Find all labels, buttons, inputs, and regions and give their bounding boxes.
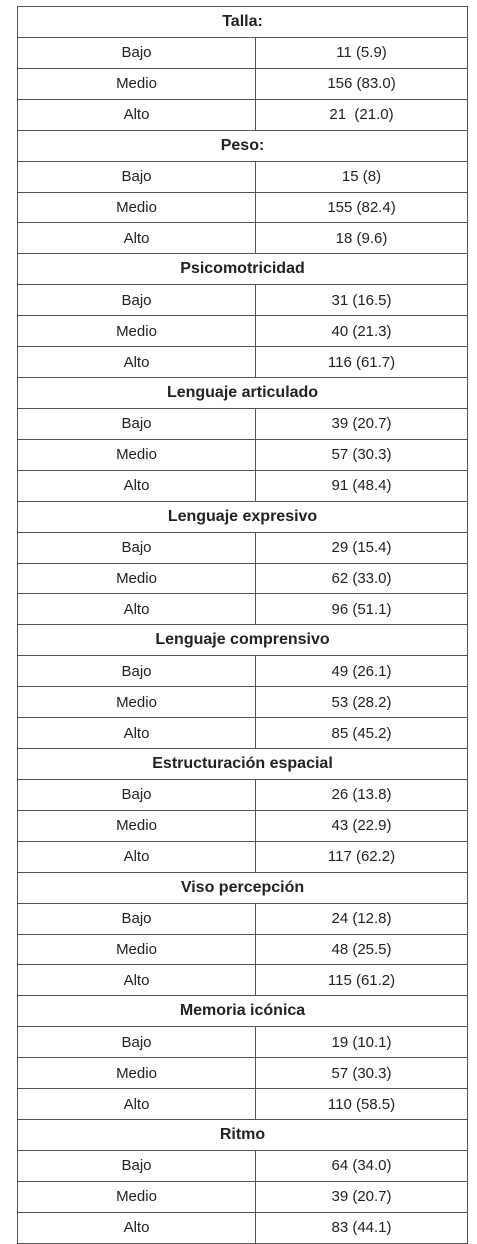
table-row bbox=[18, 1089, 468, 1120]
table-row bbox=[18, 1027, 468, 1058]
level-label-cell: Bajo bbox=[18, 903, 256, 934]
section-title: Lenguaje expresivo bbox=[18, 501, 468, 532]
table-row bbox=[18, 841, 468, 872]
level-label-cell: Bajo bbox=[18, 1151, 256, 1182]
section-header-row bbox=[18, 1120, 468, 1151]
level-label-cell: Medio bbox=[18, 810, 256, 841]
table-row bbox=[18, 780, 468, 811]
section-title: Psicomotricidad bbox=[18, 254, 468, 285]
level-label-cell: Bajo bbox=[18, 532, 256, 563]
count-percent-cell: 96 (51.1) bbox=[256, 594, 468, 625]
count-percent-cell: 53 (28.2) bbox=[256, 687, 468, 718]
count-percent-cell: 29 (15.4) bbox=[256, 532, 468, 563]
section-header-row bbox=[18, 378, 468, 409]
table-row bbox=[18, 68, 468, 99]
section-header-row bbox=[18, 749, 468, 780]
section-title: Memoria icónica bbox=[18, 996, 468, 1027]
table-row bbox=[18, 316, 468, 347]
section-header-row bbox=[18, 501, 468, 532]
count-percent-cell: 18 (9.6) bbox=[256, 223, 468, 254]
level-label-cell: Medio bbox=[18, 1181, 256, 1212]
section-title: Talla: bbox=[18, 7, 468, 38]
results-table bbox=[17, 6, 468, 1244]
count-percent-cell: 39 (20.7) bbox=[256, 409, 468, 440]
table-row bbox=[18, 470, 468, 501]
level-label-cell: Bajo bbox=[18, 38, 256, 69]
table-row bbox=[18, 687, 468, 718]
table-row bbox=[18, 409, 468, 440]
table-row bbox=[18, 223, 468, 254]
table-row bbox=[18, 965, 468, 996]
count-percent-cell: 83 (44.1) bbox=[256, 1212, 468, 1243]
results-table-body bbox=[18, 7, 468, 1244]
level-label-cell: Medio bbox=[18, 934, 256, 965]
count-percent-cell: 31 (16.5) bbox=[256, 285, 468, 316]
count-percent-cell: 156 (83.0) bbox=[256, 68, 468, 99]
count-percent-cell: 62 (33.0) bbox=[256, 563, 468, 594]
table-row bbox=[18, 38, 468, 69]
section-title: Viso percepción bbox=[18, 872, 468, 903]
level-label-cell: Medio bbox=[18, 316, 256, 347]
table-row bbox=[18, 285, 468, 316]
table-row bbox=[18, 532, 468, 563]
count-percent-cell: 40 (21.3) bbox=[256, 316, 468, 347]
count-percent-cell: 116 (61.7) bbox=[256, 347, 468, 378]
count-percent-cell: 115 (61.2) bbox=[256, 965, 468, 996]
section-header-row bbox=[18, 254, 468, 285]
table-row bbox=[18, 1058, 468, 1089]
table-row bbox=[18, 439, 468, 470]
level-label-cell: Alto bbox=[18, 965, 256, 996]
level-label-cell: Alto bbox=[18, 470, 256, 501]
count-percent-cell: 91 (48.4) bbox=[256, 470, 468, 501]
section-header-row bbox=[18, 625, 468, 656]
count-percent-cell: 49 (26.1) bbox=[256, 656, 468, 687]
section-title: Peso: bbox=[18, 130, 468, 161]
table-row bbox=[18, 934, 468, 965]
table-row bbox=[18, 656, 468, 687]
count-percent-cell: 15 (8) bbox=[256, 161, 468, 192]
table-row bbox=[18, 99, 468, 130]
table-row bbox=[18, 1181, 468, 1212]
count-percent-cell: 24 (12.8) bbox=[256, 903, 468, 934]
section-title: Lenguaje articulado bbox=[18, 378, 468, 409]
level-label-cell: Medio bbox=[18, 1058, 256, 1089]
count-percent-cell: 117 (62.2) bbox=[256, 841, 468, 872]
level-label-cell: Bajo bbox=[18, 1027, 256, 1058]
table-row bbox=[18, 347, 468, 378]
count-percent-cell: 85 (45.2) bbox=[256, 718, 468, 749]
section-title: Lenguaje comprensivo bbox=[18, 625, 468, 656]
level-label-cell: Alto bbox=[18, 718, 256, 749]
table-row bbox=[18, 903, 468, 934]
level-label-cell: Medio bbox=[18, 68, 256, 99]
count-percent-cell: 43 (22.9) bbox=[256, 810, 468, 841]
level-label-cell: Medio bbox=[18, 563, 256, 594]
level-label-cell: Bajo bbox=[18, 161, 256, 192]
level-label-cell: Medio bbox=[18, 192, 256, 223]
level-label-cell: Alto bbox=[18, 841, 256, 872]
count-percent-cell: 155 (82.4) bbox=[256, 192, 468, 223]
level-label-cell: Alto bbox=[18, 1089, 256, 1120]
count-percent-cell: 57 (30.3) bbox=[256, 1058, 468, 1089]
level-label-cell: Bajo bbox=[18, 780, 256, 811]
level-label-cell: Alto bbox=[18, 1212, 256, 1243]
level-label-cell: Medio bbox=[18, 687, 256, 718]
count-percent-cell: 39 (20.7) bbox=[256, 1181, 468, 1212]
level-label-cell: Medio bbox=[18, 439, 256, 470]
table-row bbox=[18, 810, 468, 841]
level-label-cell: Bajo bbox=[18, 285, 256, 316]
level-label-cell: Bajo bbox=[18, 656, 256, 687]
section-header-row bbox=[18, 872, 468, 903]
count-percent-cell: 48 (25.5) bbox=[256, 934, 468, 965]
table-row bbox=[18, 594, 468, 625]
table-row bbox=[18, 161, 468, 192]
table-row bbox=[18, 563, 468, 594]
section-header-row bbox=[18, 130, 468, 161]
table-row bbox=[18, 718, 468, 749]
count-percent-cell: 64 (34.0) bbox=[256, 1151, 468, 1182]
level-label-cell: Alto bbox=[18, 223, 256, 254]
section-header-row bbox=[18, 7, 468, 38]
section-title: Estructuración espacial bbox=[18, 749, 468, 780]
count-percent-cell: 57 (30.3) bbox=[256, 439, 468, 470]
count-percent-cell: 11 (5.9) bbox=[256, 38, 468, 69]
count-percent-cell: 110 (58.5) bbox=[256, 1089, 468, 1120]
level-label-cell: Alto bbox=[18, 99, 256, 130]
level-label-cell: Alto bbox=[18, 347, 256, 378]
section-title: Ritmo bbox=[18, 1120, 468, 1151]
count-percent-cell: 21 (21.0) bbox=[256, 99, 468, 130]
table-row bbox=[18, 1212, 468, 1243]
results-table-container bbox=[17, 6, 467, 1244]
level-label-cell: Alto bbox=[18, 594, 256, 625]
level-label-cell: Bajo bbox=[18, 409, 256, 440]
section-header-row bbox=[18, 996, 468, 1027]
count-percent-cell: 19 (10.1) bbox=[256, 1027, 468, 1058]
table-row bbox=[18, 192, 468, 223]
count-percent-cell: 26 (13.8) bbox=[256, 780, 468, 811]
table-row bbox=[18, 1151, 468, 1182]
